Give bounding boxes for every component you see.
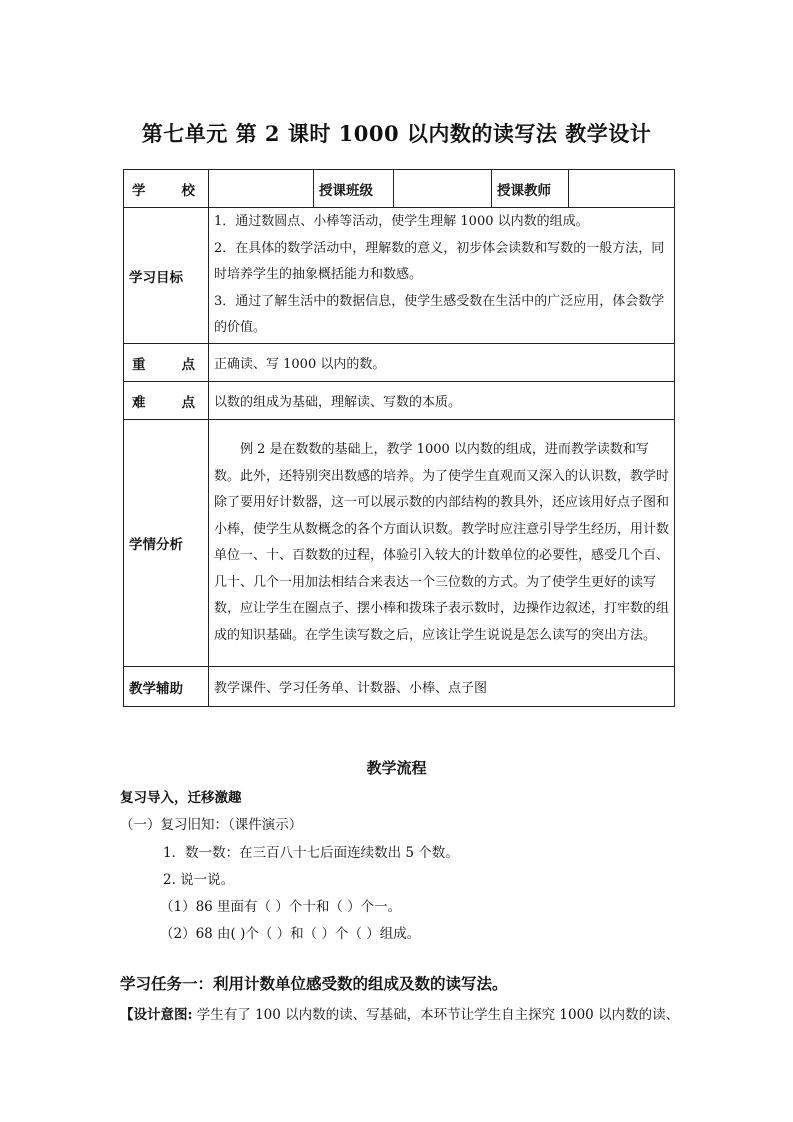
flow-heading: 教学流程 bbox=[366, 759, 427, 777]
difficult-label-cell bbox=[124, 382, 209, 420]
review-item: （2）68 由( )个（ ）和（ ）个（ ）组成。 bbox=[160, 926, 421, 942]
school-label-cell bbox=[124, 170, 209, 208]
key-point-text: 正确读、写 1000 以内的数。 bbox=[209, 344, 675, 382]
review-item: 2. 说一说。 bbox=[163, 872, 235, 888]
school-label-char-1: 学 bbox=[132, 182, 146, 199]
aids-label: 教学辅助 bbox=[124, 667, 209, 707]
review-item: 1．数一数：在三百八十七后面连续数出 5 个数。 bbox=[163, 845, 459, 861]
goal-item: 1．通过数圆点、小棒等活动，使学生理解 1000 以内数的组成。 bbox=[214, 214, 589, 230]
goals-label: 学习目标 bbox=[124, 208, 209, 344]
difficult-point-text: 以数的组成为基础，理解读、写数的本质。 bbox=[209, 382, 675, 420]
teacher-label: 授课教师 bbox=[492, 170, 569, 208]
school-label-char-2: 校 bbox=[181, 182, 195, 199]
design-intent bbox=[120, 1003, 679, 1023]
analysis-text: 例 2 是在数数的基础上，教学 1000 以内数的组成，进而教学读数和写数。此外，还特别突出数感的培养。为了使学生直观而又深入的认识数，教学时除了要用好计数器，这一可以展示数的内部结构的教具外，还应该用好点子图和小棒，使学生从数概念的各个方面认识数。教学时应注意引导学生经历，用计数单位一、十、百数数的过程，体验引入较大的计数单位的必要性，感受几个百、几十、几个一用加法相结合来表达一个三位数的方式。为了使学生更好的读写数，应让学生在圈点子、摆小棒和拨珠子表示数时，边操作边叙述，打牢数的组成的知识基础。在学生读写数之后，应该让学生说说是怎么读写的突出方法。 bbox=[214, 442, 670, 643]
class-value-cell bbox=[394, 170, 492, 208]
aids-text: 教学课件、学习任务单、计数器、小棒、点子图 bbox=[209, 667, 675, 707]
key-label-char-2: 点 bbox=[181, 356, 195, 373]
design-intent-text: 学生有了 100 以内数的读、写基础，本环节让学生自主探究 1000 以内数的读、 bbox=[192, 1007, 680, 1023]
difficult-label-char-2: 点 bbox=[181, 394, 195, 411]
analysis-label: 学情分析 bbox=[124, 420, 209, 667]
lesson-info-table bbox=[123, 169, 675, 707]
document-title: 第七单元 第 2 课时 1000 以内数的读写法 教学设计 bbox=[141, 121, 652, 146]
review-heading: （一）复习旧知：（课件演示） bbox=[120, 817, 303, 833]
analysis-cell bbox=[209, 420, 675, 667]
teacher-value-cell bbox=[569, 170, 675, 208]
table-row bbox=[124, 208, 675, 344]
table-row bbox=[124, 420, 675, 667]
goal-item: 3．通过了解生活中的数据信息，使学生感受数在生活中的广泛应用，体会数学的价值。 bbox=[214, 293, 665, 336]
table-row bbox=[124, 344, 675, 382]
school-value-cell bbox=[209, 170, 314, 208]
class-label: 授课班级 bbox=[314, 170, 394, 208]
goals-cell bbox=[209, 208, 675, 344]
task-heading: 学习任务一：利用计数单位感受数的组成及数的读写法。 bbox=[120, 974, 508, 993]
goal-item: 2．在具体的数学活动中，理解数的意义，初步体会读数和写数的一般方法，同时培养学生的抽象概括能力和数感。 bbox=[214, 240, 665, 283]
table-row bbox=[124, 667, 675, 707]
review-item: （1）86 里面有（ ）个十和（ ）个一。 bbox=[160, 899, 402, 915]
difficult-label-char-1: 难 bbox=[132, 394, 146, 411]
key-label-char-1: 重 bbox=[132, 356, 146, 373]
table-row bbox=[124, 170, 675, 208]
section-heading: 复习导入，迁移激趣 bbox=[120, 790, 242, 806]
key-label-cell bbox=[124, 344, 209, 382]
design-intent-label: 【设计意图: bbox=[120, 1007, 193, 1023]
table-row bbox=[124, 382, 675, 420]
